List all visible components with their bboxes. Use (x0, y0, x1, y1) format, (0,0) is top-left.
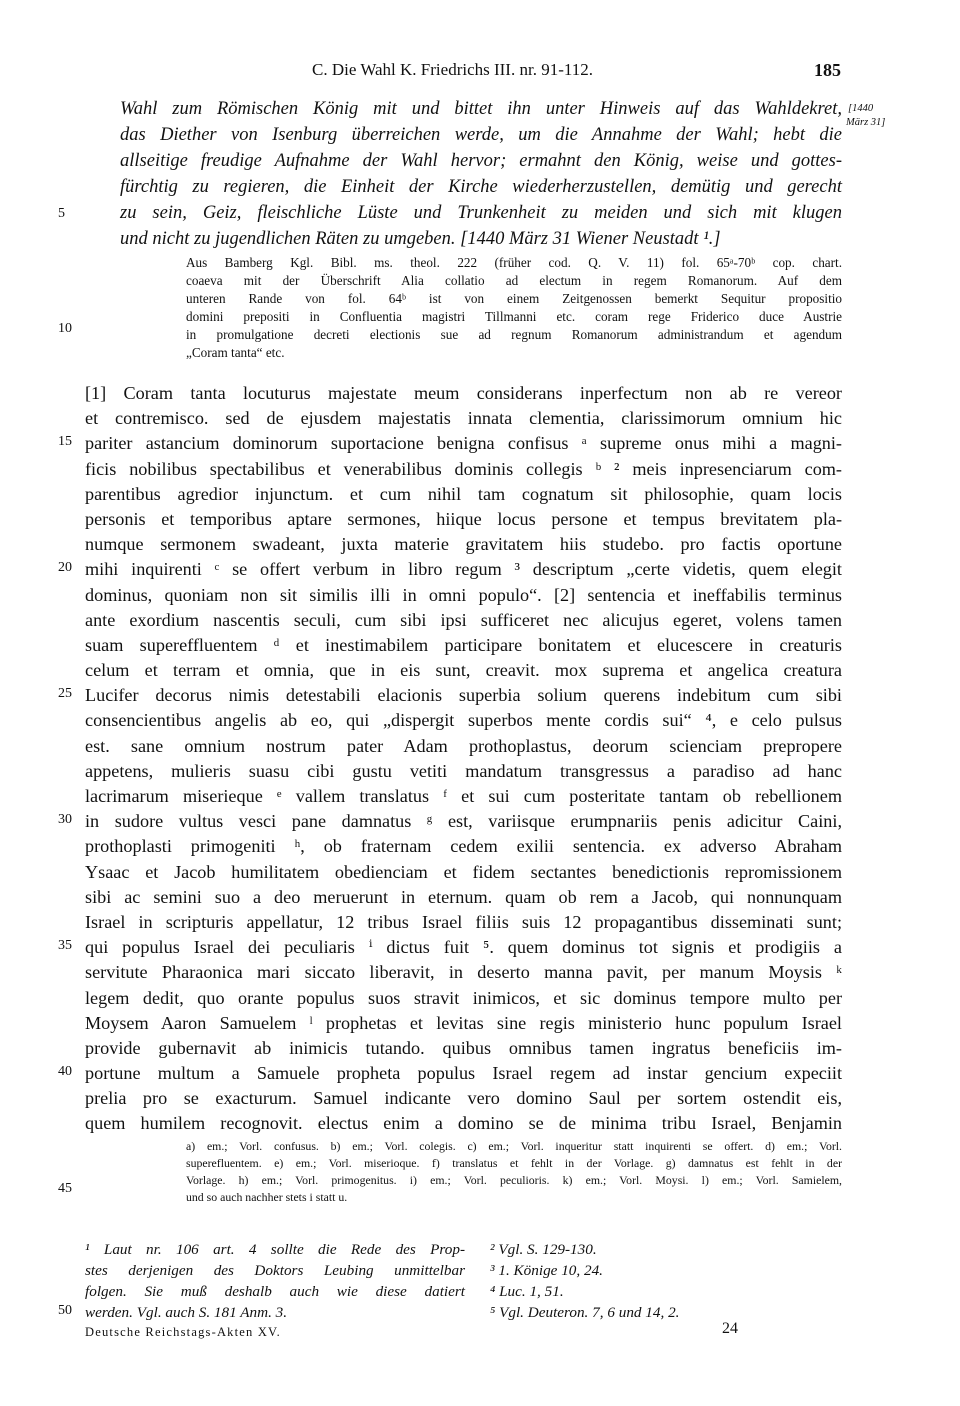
running-title: C. Die Wahl K. Friedrichs III. nr. 91-112. (312, 60, 593, 79)
side-date: März 31] (846, 117, 886, 128)
text-line: portune multum a Samuele propheta populus Israel regem ad instar gencium expeciit (85, 1063, 842, 1084)
side-date: [1440 (848, 103, 874, 114)
text-line: [1] Coram tanta locuturus majestate meum considerans inperfectum non ab re vereor (85, 383, 842, 403)
text-line: est. sane omnium nostrum pater Adam prothoplastus, deorum scienciam prepropere (85, 735, 842, 756)
source-line: Aus Bamberg Kgl. Bibl. ms. theol. 222 (früher cod. Q. V. 11) fol. 65ᵃ-70ᵇ cop. chart. (186, 255, 842, 270)
text-line: legem dedit, quo orante populus suos stravit inimicos, et sic dominus tempore multo per (85, 987, 842, 1008)
text-line: numque sermonem swadeant, juxta materie gravitatem hiis studebo. pro factis oportune (85, 534, 842, 555)
text-line: pariter astancium dominorum suportacione benigna confisus ᵃ supreme onus mihi a magni- (85, 433, 842, 454)
regest-line: und nicht zu jugendlichen Räten zu umgeben. [1440 März 31 Wiener Neustadt ¹.] (120, 229, 721, 249)
series-signature: Deutsche Reichstags-Akten XV. (85, 1325, 281, 1339)
text-line: dominus, quoniam non sit similis illi in omni populo“. [2] sentencia et ineffabilis terminus (85, 584, 842, 605)
critical-apparatus (186, 1138, 842, 1206)
source-note (186, 254, 842, 362)
line-number: 15 (58, 434, 72, 449)
text-line: appetens, mulieris suasu cibi gustu vetiti mandatum transgressus a paradiso ad hanc (85, 760, 842, 781)
apparatus-line: superefluentem. e) em.; Vorl. miserioque. f) translatus et fehlt in der Vorlage. g) damnatus est fehlt in der (186, 1156, 842, 1170)
footnote-line: stes derjenigen des Doktors Leubing unmittelbar (85, 1262, 465, 1279)
regest (120, 96, 842, 252)
source-line: „Coram tanta“ etc. (186, 345, 285, 360)
footnote-line: werden. Vgl. auch S. 181 Anm. 3. (85, 1304, 288, 1321)
line-number: 45 (58, 1181, 72, 1196)
text-line: prothoplasti primogeniti ʰ, ob fraternam cedem exilii sentencia. ex adverso Abraham (85, 836, 842, 857)
line-number: 20 (58, 560, 72, 575)
footnote-line: ⁴ Luc. 1, 51. (490, 1283, 564, 1300)
line-number: 5 (58, 206, 65, 221)
text-line: sibi ac semini suo a deo meruerunt in eternum. quam ob rem a Jacob, qui nonnunquam (85, 886, 842, 907)
footnote-line: folgen. Sie muß deshalb auch wie diese datiert (85, 1283, 465, 1300)
regest-line: zu sein, Geiz, fleischliche Lüste und Trunkenheit zu meiden und sich mit klugen (120, 203, 842, 223)
page-number: 185 (814, 60, 841, 80)
footnote-line: ⁵ Vgl. Deuteron. 7, 6 und 14, 2. (490, 1304, 680, 1321)
text-line: personis et temporibus aptare sermones, hiique locus persone et tempus brevitatem pla- (85, 508, 842, 529)
text-line: qui populus Israel dei peculiaris ⁱ dictus fuit ⁵. quem dominus tot signis et prodigiis a (85, 937, 842, 958)
line-number: 25 (58, 686, 72, 701)
footnotes-left (85, 1239, 465, 1323)
line-number: 30 (58, 812, 72, 827)
footnote-line: ¹ Laut nr. 106 art. 4 sollte die Rede des Prop- (85, 1241, 465, 1258)
regest-line: das Diether von Isenburg überreichen werde, um die Annahme der Wahl; hebt die (120, 125, 842, 145)
footnote-line: ² Vgl. S. 129-130. (490, 1241, 597, 1258)
text-line: suam supereffluentem ᵈ et inestimabilem participare bonitatem et elucescere in creaturis (85, 634, 842, 655)
text-line: prelia pro se exacturum. Samuel indicante vero domino Saul per sortem ostendit eis, (85, 1088, 842, 1109)
apparatus-line: a) em.; Vorl. confusus. b) em.; Vorl. colegis. c) em.; Vorl. inqueritur statt inquirenti se offert. d) em.; Vorl. (186, 1139, 842, 1153)
signature-number: 24 (722, 1320, 738, 1337)
text-line: servitute Pharaonica mari siccato liberavit, in deserto manna pavit, per manum Moysis ᵏ (85, 962, 842, 983)
source-line: unteren Rande von fol. 64ᵇ ist von einem Zeitgenossen bemerkt Sequitur propositio (186, 291, 842, 306)
text-line: ficis nobilibus spectabilibus et venerabilibus dominis collegis ᵇ ² meis inpresenciarum com- (85, 458, 842, 479)
text-line: provide gubernavit ab inimicis tutando. quibus omnibus tamen ingratus beneficiis im- (85, 1037, 842, 1058)
text-line: quem humilem recognovit. electus enim a domino se de minima tribu Israel, Benjamin (85, 1113, 842, 1134)
text-line: in sudore vultus vesci pane damnatus ᵍ est, variisque erumpnariis penis adicitur Caini, (85, 811, 842, 832)
text-line: Moysem Aaron Samuelem ˡ prophetas et levitas sine regis ministerio hunc populum Israel (85, 1012, 842, 1033)
footnote-line: ³ 1. Könige 10, 24. (490, 1262, 603, 1279)
text-line: lacrimarum miserieque ᵉ vallem translatus ᶠ et sui cum posteritate tantam ob rebellionem (85, 786, 842, 806)
line-number: 35 (58, 938, 72, 953)
main-text (85, 381, 842, 1137)
regest-line: fürchtig zu regieren, die Einheit der Kirche wiederherzustellen, demütig und gerecht (120, 177, 842, 197)
line-number: 40 (58, 1064, 72, 1079)
text-line: Israel in scripturis appellatur, 12 tribus Israel filiis suis 12 propagantibus disseminati sunt; (85, 911, 842, 932)
footnotes-right (490, 1239, 790, 1323)
source-line: in promulgatione decreti electionis sue ad regnum Romanorum administrandum et agendum (186, 327, 842, 342)
running-header (0, 60, 960, 84)
line-number: 50 (58, 1303, 72, 1318)
text-line: mihi inquirenti ᶜ se offert verbum in libro regum ³ descriptum „certe videtis, quem elegit (85, 559, 842, 580)
text-line: Ysaac et Jacob humilitatem obedienciam et fidem sectantes benedictionis repromissionem (85, 861, 842, 882)
text-line: consencientibus angelis ab eo, qui „dispergit superbos mente cordis sui“ ⁴, e celo pulsus (85, 710, 842, 731)
text-line: parentibus agredior injunctum. et cum nihil tam cognatum sit philosophie, quam locis (85, 483, 842, 504)
source-line: domini prepositi in Confluentia magistri Tillmanni etc. coram rege Friderico duce Austrie (186, 309, 842, 324)
text-line: celum et terram et omnia, que in eis sunt, creavit. mox suprema et angelica creatura (85, 660, 842, 681)
text-line: Lucifer decorus nimis detestabili elacionis superbia solium querens indebitum cum sibi (85, 685, 842, 706)
source-line: coaeva mit der Überschrift Alia collatio ad electum in regem Romanorum. Auf dem (186, 273, 842, 288)
text-line: et contremisco. sed de ejusdem majestatis innata clementia, clarissimorum omnium hic (85, 408, 842, 429)
regest-line: Wahl zum Römischen König mit und bittet ihn unter Hinweis auf das Wahldekret, (120, 99, 842, 119)
text-line: ante exordium nascentis seculi, cum sibi ipsi sufficeret nec alicujus egeret, volens tamen (85, 609, 842, 630)
apparatus-line: und so auch nachher stets i statt u. (186, 1190, 348, 1204)
line-number: 10 (58, 321, 72, 336)
regest-line: allseitige freudige Aufnahme der Wahl hervor; ermahnt den König, weise und gottes- (120, 151, 842, 171)
apparatus-line: Vorlage. h) em.; Vorl. primogenitus. i) em.; Vorl. peculioris. k) em.; Vorl. Moysi. l) em.; Vorl. Samielem, (186, 1173, 842, 1187)
